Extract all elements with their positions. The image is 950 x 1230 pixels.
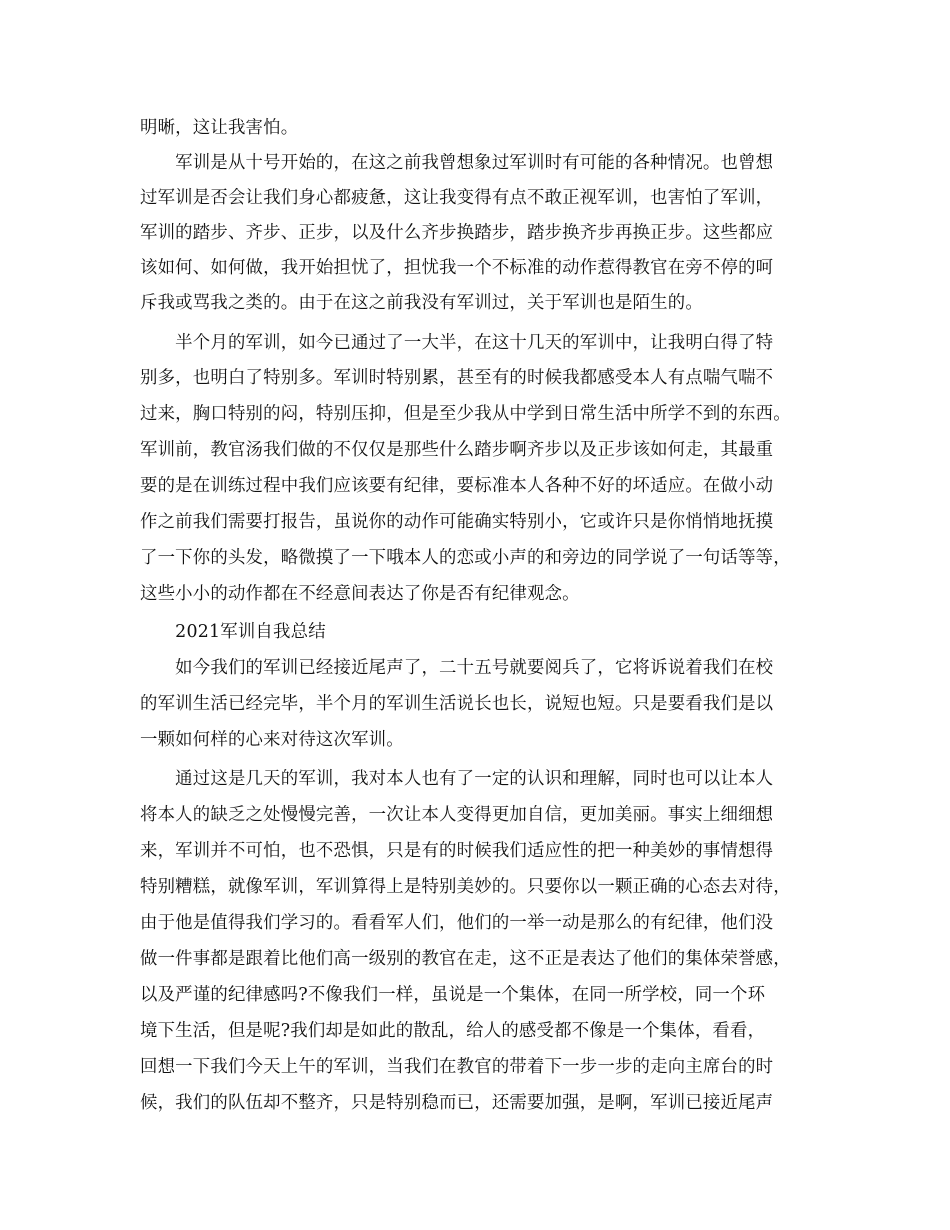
- text-line: 该如何、如何做，我开始担忧了，担忧我一个不标准的动作惹得教官在旁不停的呵: [140, 258, 774, 278]
- text-line: 特别糟糕，就像军训，军训算得上是特别美妙的。只要你以一颗正确的心态去对待，: [140, 877, 791, 897]
- text-line: 境下生活，但是呢?我们却是如此的散乱，给人的感受都不像是一个集体，看看，: [140, 1021, 766, 1041]
- text-line: 军训是从十号开始的，在这之前我曾想象过军训时有可能的各种情况。也曾想: [140, 153, 774, 173]
- text-line: 以及严谨的纪律感吗?不像我们一样，虽说是一个集体，在同一所学校，同一个环: [140, 985, 766, 1005]
- text-line: 明晰，这让我害怕。: [140, 118, 299, 138]
- text-line: 军训前，教官汤我们做的不仅仅是那些什么踏步啊齐步以及正步该如何走，其最重: [140, 440, 774, 460]
- section-heading: 2021军训自我总结: [140, 622, 326, 642]
- text-line: 要的是在训练过程中我们应该要有纪律，要标准本人各种不好的坏适应。在做小动: [140, 476, 774, 496]
- text-line: 将本人的缺乏之处慢慢完善，一次让本人变得更加自信，更加美丽。事实上细细想: [140, 805, 774, 825]
- text-line: 一颗如何样的心来对待这次军训。: [140, 730, 404, 750]
- text-line: 作之前我们需要打报告，虽说你的动作可能确实特别小，它或许只是你悄悄地抚摸: [140, 512, 774, 532]
- text-line: 过军训是否会让我们身心都疲惫，这让我变得有点不敢正视军训，也害怕了军训，: [140, 188, 774, 208]
- text-line: 回想一下我们今天上午的军训，当我们在教官的带着下一步一步的走向主席台的时: [140, 1057, 774, 1077]
- text-line: 来，军训并不可怕，也不恐惧，只是有的时候我们适应性的把一种美妙的事情想得: [140, 841, 774, 861]
- text-line: 如今我们的军训已经接近尾声了，二十五号就要阅兵了，它将诉说着我们在校: [140, 658, 774, 678]
- text-line: 这些小小的动作都在不经意间表达了你是否有纪律观念。: [140, 584, 580, 604]
- text-line: 半个月的军训，如今已通过了一大半，在这十几天的军训中，让我明白得了特: [140, 333, 774, 353]
- text-line: 了一下你的头发，略微摸了一下哦本人的恋或小声的和旁边的同学说了一句话等等，: [140, 548, 791, 568]
- text-line: 别多，也明白了特别多。军训时特别累，甚至有的时候我都感受本人有点喘气喘不: [140, 368, 774, 388]
- text-line: 做一件事都是跟着比他们高一级别的教官在走，这不正是表达了他们的集体荣誉感，: [140, 949, 791, 969]
- text-line: 斥我或骂我之类的。由于在这之前我没有军训过，关于军训也是陌生的。: [140, 293, 703, 313]
- text-line: 由于他是值得我们学习的。看看军人们，他们的一举一动是那么的有纪律，他们没: [140, 913, 774, 933]
- text-line: 过来，胸口特别的闷，特别压抑，但是至少我从中学到日常生活中所学不到的东西。: [140, 404, 791, 424]
- text-line: 军训的踏步、齐步、正步，以及什么齐步换踏步，踏步换齐步再换正步。这些都应: [140, 223, 774, 243]
- text-line: 通过这是几天的军训，我对本人也有了一定的认识和理解，同时也可以让本人: [140, 769, 774, 789]
- text-line: 的军训生活已经完毕，半个月的军训生活说长也长，说短也短。只是要看我们是以: [140, 694, 774, 714]
- text-line: 候，我们的队伍却不整齐，只是特别稳而已，还需要加强，是啊，军训已接近尾声: [140, 1093, 774, 1113]
